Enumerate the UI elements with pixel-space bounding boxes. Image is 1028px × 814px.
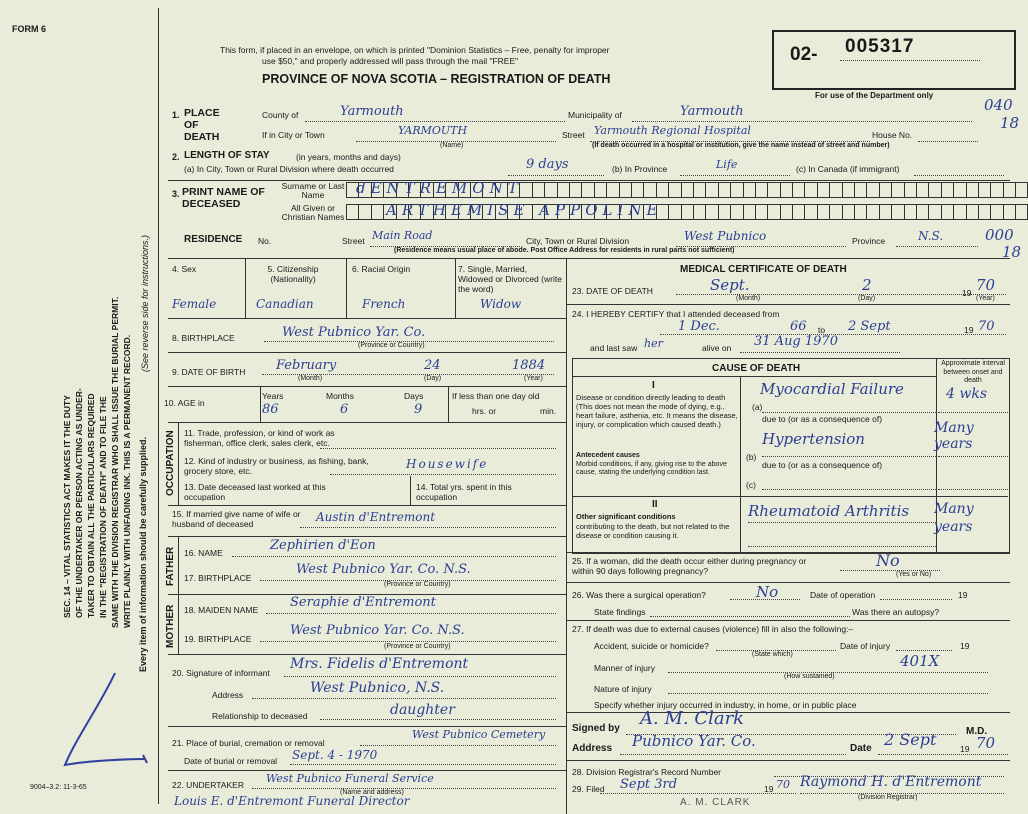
surname-value: dENTREMONT	[356, 179, 523, 197]
footer-code: 9004–3.2: 11-3-65	[30, 784, 87, 791]
last-saw-date: 31 Aug 1970	[754, 334, 838, 349]
letter-box	[892, 204, 904, 220]
stay-canada-label: (c) In Canada (if immigrant)	[796, 164, 900, 174]
letter-box	[694, 204, 706, 220]
death-day: 2	[862, 276, 872, 294]
burial-place-label: 21. Place of burial, cremation or removal	[172, 738, 325, 748]
operation-date-label: Date of operation	[810, 590, 876, 600]
residence-note: (Residence means usual place of abode. Post Office Address for residents in rural parts not sufficient)	[394, 247, 735, 254]
letter-box	[682, 204, 694, 220]
other-conditions-value: Rheumatoid Arthritis	[748, 502, 910, 520]
typed-physician-name: A. M. CLARK	[680, 797, 751, 808]
state-which-caption: (State which)	[752, 651, 793, 658]
letter-box	[719, 182, 731, 198]
death-year-caption: (Year)	[976, 295, 995, 302]
dob-year: 1884	[512, 358, 546, 373]
residence-city: West Pubnico	[684, 229, 767, 243]
mother-birthplace-label: 19. BIRTHPLACE	[184, 634, 252, 644]
city-label: If in City or Town	[262, 130, 325, 140]
racial-value: French	[362, 297, 406, 311]
trade-label: 11. Trade, profession, or kind of work as fisherman, office clerk, sales clerk, etc.	[184, 428, 335, 448]
mother-name-label: 18. MAIDEN NAME	[184, 605, 259, 615]
letter-box	[756, 204, 768, 220]
informant-signature: Mrs. Fidelis d'Entremont	[290, 656, 469, 672]
municipality-label: Municipality of	[568, 110, 622, 120]
registration-number: 005317	[845, 36, 915, 57]
name-num: 3.	[172, 189, 180, 199]
occupation-side-label: OCCUPATION	[165, 430, 176, 496]
md-label: M.D.	[966, 726, 988, 737]
age-days: 9	[414, 402, 423, 417]
letter-box	[892, 182, 904, 198]
attended-to: 2 Sept	[848, 319, 891, 334]
mail-notice-2: use $50," and properly addressed will pass through the mail "FREE"	[262, 56, 519, 66]
initial-mark	[45, 665, 155, 775]
dept-code-4: 18	[1002, 243, 1022, 261]
mother-birthplace: West Pubnico Yar. Co. N.S.	[290, 623, 465, 638]
letter-box	[719, 204, 731, 220]
cause-title: CAUSE OF DEATH	[712, 363, 801, 374]
surgery-value: No	[756, 583, 779, 601]
side-instruction-2: OF THE UNDERTAKER OR PERSON ACTING AS UNDER-	[74, 388, 84, 618]
citizenship-value: Canadian	[256, 297, 314, 311]
accident-label: Accident, suicide or homicide?	[594, 641, 709, 651]
registration-prefix: 02-	[790, 44, 818, 65]
letter-box	[855, 204, 867, 220]
attended-label: 24. I HEREBY CERTIFY that I attended deceased from	[572, 309, 780, 319]
spouse-label: 15. If married give name of wife or husband of deceased	[172, 509, 301, 529]
dob-month: February	[276, 358, 337, 373]
letter-box	[805, 182, 817, 198]
letter-box	[706, 204, 718, 220]
letter-box	[744, 204, 756, 220]
antecedent-label: Antecedent causes	[576, 452, 640, 459]
letter-box	[929, 182, 941, 198]
place-of-death-label: PLACE OF DEATH	[184, 107, 220, 143]
age-months-label: Months	[326, 391, 354, 401]
residence-city-label: City, Town or Rural Division	[526, 236, 630, 246]
street-value: Yarmouth Regional Hospital	[594, 124, 751, 137]
operation-year-prefix: 19	[958, 590, 968, 600]
sign-date: 2 Sept	[884, 730, 937, 749]
informant-label: 20. Signature of informant	[172, 668, 270, 678]
house-label: House No.	[872, 130, 913, 140]
letter-box	[843, 182, 855, 198]
letter-box	[372, 204, 384, 220]
dob-day-caption: (Day)	[424, 375, 442, 382]
print-name-label: PRINT NAME OF DECEASED	[182, 186, 265, 210]
father-name: Zephirien d'Eon	[270, 538, 376, 553]
form-number: FORM 6	[12, 24, 47, 34]
letter-box	[843, 204, 855, 220]
injury-date-label: Date of injury	[840, 641, 891, 651]
undertaker-line2: Louis E. d'Entremont Funeral Director	[174, 794, 410, 808]
residence-no-label: No.	[258, 236, 272, 246]
letter-box	[570, 182, 582, 198]
filed-label: 29. Filed	[572, 784, 605, 794]
stay-city-value: 9 days	[526, 157, 569, 172]
letter-box	[967, 204, 979, 220]
last-saw-label: and last saw	[590, 343, 638, 353]
letter-box	[731, 182, 743, 198]
letter-box	[607, 182, 619, 198]
letter-box	[682, 182, 694, 198]
last-saw-pronoun: her	[644, 337, 663, 350]
side-instruction-8: (See reverse side for instructions.)	[140, 234, 150, 372]
letter-box	[954, 182, 966, 198]
side-instruction-5: SAME WITH THE DIVISION REGISTRAR WHO SHALL ISSUE THE BURIAL PERMIT.	[110, 296, 120, 628]
side-instruction-1: SEC. 14 – VITAL STATISTICS ACT MAKES IT THE DUTY	[62, 395, 72, 618]
letter-box	[880, 204, 892, 220]
letter-box	[1004, 204, 1016, 220]
mother-name: Seraphie d'Entremont	[290, 595, 436, 610]
residence-label: RESIDENCE	[184, 234, 243, 245]
hospital-note: (If death occurred in a hospital or institution, give the name instead of street and number)	[592, 142, 890, 149]
street-label: Street	[562, 130, 585, 140]
letter-box	[793, 204, 805, 220]
racial-label: 6. Racial Origin	[352, 264, 411, 274]
age-days-label: Days	[404, 391, 424, 401]
letter-box	[855, 182, 867, 198]
antecedent-sub: Morbid conditions, if any, giving rise to the above cause, stating the underlying condition last.	[576, 461, 727, 476]
record-number-label: 28. Division Registrar's Record Number	[572, 767, 722, 777]
disease-label: Disease or condition directly leading to death (This does not mean the mode of dying, e.g., heart failure, asthenia, etc. It means the disease, injury, or complication which caused death.)	[576, 393, 738, 429]
letter-box	[880, 182, 892, 198]
letter-box	[967, 182, 979, 198]
filed-date: Sept 3rd	[620, 777, 678, 792]
letter-box	[582, 182, 594, 198]
informant-address-label: Address	[212, 690, 244, 700]
mother-birthplace-caption: (Province or Country)	[384, 643, 451, 650]
injury-year-prefix: 19	[960, 641, 970, 651]
attended-from-year: 66	[790, 319, 807, 334]
letter-box	[830, 204, 842, 220]
undertaker-caption: (Name and address)	[340, 789, 404, 796]
letter-box	[805, 204, 817, 220]
state-findings-label: State findings	[594, 607, 646, 617]
letter-box	[694, 182, 706, 198]
father-birthplace-caption: (Province or Country)	[384, 581, 451, 588]
municipality-value: Yarmouth	[680, 104, 744, 119]
father-side-label: FATHER	[165, 546, 176, 586]
letter-box	[657, 182, 669, 198]
interval-label: Approximate interval between onset and death	[941, 360, 1005, 384]
part-one: I	[652, 380, 655, 391]
due-to-b: due to (or as a consequence of)	[762, 460, 883, 470]
registrar-caption: (Division Registrar)	[858, 794, 918, 801]
letter-box	[793, 182, 805, 198]
undertaker-label: 22. UNDERTAKER	[172, 780, 244, 790]
burial-place: West Pubnico Cemetery	[412, 728, 546, 741]
manner-code: 401X	[900, 652, 940, 670]
letter-box	[1016, 204, 1028, 220]
letter-box	[929, 204, 941, 220]
form-title: PROVINCE OF NOVA SCOTIA – REGISTRATION OF DEATH	[262, 72, 611, 86]
dob-year-caption: (Year)	[524, 375, 543, 382]
letter-box	[917, 182, 929, 198]
letter-box	[632, 182, 644, 198]
given-name-value: ARTHEMISE APPOLINE	[386, 201, 663, 219]
side-instruction-6: WRITE PLAINLY WITH UNFADING INK. THIS IS A PERMANENT RECORD.	[122, 334, 132, 628]
letter-box	[781, 204, 793, 220]
letter-box	[954, 204, 966, 220]
sign-year: 70	[976, 734, 996, 752]
stay-province-value: Life	[716, 158, 738, 171]
letter-box	[1004, 182, 1016, 198]
letter-box	[818, 182, 830, 198]
father-birthplace-label: 17. BIRTHPLACE	[184, 573, 252, 583]
age-months: 6	[340, 402, 349, 417]
relationship-label: Relationship to deceased	[212, 711, 308, 721]
dept-code-3: 000	[985, 226, 1014, 244]
letter-box	[558, 182, 570, 198]
death-year: 70	[976, 276, 996, 294]
signed-by-label: Signed by	[572, 723, 620, 734]
sex-value: Female	[172, 297, 217, 311]
attended-from: 1 Dec.	[678, 319, 720, 334]
letter-box	[942, 182, 954, 198]
burial-date-label: Date of burial or removal	[184, 756, 278, 766]
side-instruction-4: IN THE "REGISTRATION OF DEATH" AND TO FILE THE	[98, 396, 108, 618]
letter-box	[979, 182, 991, 198]
side-instruction-7: Every item of information should be carefully supplied.	[138, 436, 148, 672]
dob-label: 9. DATE OF BIRTH	[172, 367, 246, 377]
letter-box	[595, 182, 607, 198]
letter-box	[545, 182, 557, 198]
other-conditions-sub: contributing to the death, but not related to the disease or condition causing it.	[576, 522, 730, 540]
dob-day: 24	[424, 358, 441, 373]
marital-value: Widow	[480, 297, 522, 311]
letter-box	[917, 204, 929, 220]
min-label: min.	[540, 406, 557, 416]
industry-value: Housewife	[406, 457, 489, 471]
dept-use-label: For use of the Department only	[815, 91, 934, 100]
part-two: II	[652, 499, 658, 510]
cause-b-marker: (b)	[746, 452, 757, 462]
marital-label: 7. Single, Married, Widowed or Divorced (write the word)	[458, 264, 562, 294]
county-label: County of	[262, 110, 299, 120]
letter-box	[818, 204, 830, 220]
letter-box	[346, 204, 359, 220]
length-of-stay-label: LENGTH OF STAY	[184, 150, 270, 161]
to-year-prefix: 19	[964, 325, 974, 335]
city-value: YARMOUTH	[398, 124, 468, 137]
stay-province-label: (b) In Province	[612, 164, 668, 174]
filed-year-prefix: 19	[764, 784, 774, 794]
specify-label: Specify whether injury occurred in industry, in home, or in public place	[594, 700, 857, 710]
letter-box	[359, 204, 371, 220]
stay-num: 2.	[172, 152, 180, 162]
other-conditions-label: Other significant conditions	[576, 512, 676, 521]
signed-by-value: A. M. Clark	[640, 708, 745, 729]
letter-box	[991, 204, 1003, 220]
length-of-stay-sub: (in years, months and days)	[296, 152, 401, 162]
residence-province: N.S.	[918, 229, 944, 243]
place-label-num: 1.	[172, 110, 180, 120]
letter-box	[731, 204, 743, 220]
industry-label: 12. Kind of industry or business, as fishing, bank, grocery store, etc.	[184, 456, 369, 476]
cause-a: Myocardial Failure	[760, 380, 904, 398]
informant-address: West Pubnico, N.S.	[310, 680, 445, 696]
birthplace-label: 8. BIRTHPLACE	[172, 333, 235, 343]
medical-title: MEDICAL CERTIFICATE OF DEATH	[680, 264, 847, 275]
letter-box	[706, 182, 718, 198]
undertaker-name: West Pubnico Funeral Service	[266, 772, 434, 785]
years-occupation-label: 14. Total yrs. spent in this occupation	[416, 482, 512, 502]
letter-box	[1016, 182, 1028, 198]
autopsy-label: Was there an autopsy?	[852, 607, 940, 617]
stay-city-label: (a) In City, Town or Rural Division where death occurred	[184, 164, 394, 174]
death-year-prefix: 19	[962, 288, 972, 298]
given-label: All Given or Christian Names	[281, 203, 345, 222]
death-date-label: 23. DATE OF DEATH	[572, 286, 653, 296]
yes-no-caption: (Yes or No)	[896, 571, 932, 578]
residence-province-label: Province	[852, 236, 886, 246]
interval-a: 4 wks	[946, 386, 988, 402]
letter-box	[644, 182, 656, 198]
relationship-value: daughter	[390, 702, 455, 718]
mother-side-label: MOTHER	[165, 604, 176, 648]
attended-to-year: 70	[978, 319, 995, 334]
physician-address: Pubnico Yar. Co.	[632, 732, 756, 750]
letter-box	[756, 182, 768, 198]
dob-month-caption: (Month)	[298, 375, 323, 382]
father-name-label: 16. NAME	[184, 548, 223, 558]
letter-box	[942, 204, 954, 220]
citizenship-label: 5. Citizenship (Nationality)	[267, 264, 319, 284]
dept-code-1: 040	[984, 96, 1013, 114]
physician-address-label: Address	[572, 743, 613, 754]
pregnancy-value: No	[876, 551, 900, 570]
manner-label: Manner of injury	[594, 663, 655, 673]
dept-code-2: 18	[1000, 114, 1020, 132]
how-sustained-caption: (How sustained)	[784, 673, 835, 680]
external-causes-label: 27. If death was due to external causes (violence) fill in also the following:–	[572, 624, 854, 634]
surgery-label: 26. Was there a surgical operation?	[572, 590, 706, 600]
city-name-caption: (Name)	[440, 142, 464, 149]
interval-b: Many years	[934, 420, 974, 452]
birthplace-value: West Pubnico Yar. Co.	[282, 325, 426, 340]
letter-box	[669, 182, 681, 198]
burial-date: Sept. 4 - 1970	[292, 748, 378, 762]
interval-other: Many years	[934, 501, 974, 535]
sex-label: 4. Sex	[172, 264, 197, 274]
birthplace-caption: (Province or Country)	[358, 342, 425, 349]
letter-box	[867, 182, 879, 198]
margin-rule	[158, 8, 159, 804]
letter-box	[991, 182, 1003, 198]
letter-box	[867, 204, 879, 220]
alive-on-label: alive on	[702, 343, 732, 353]
cause-a-marker: (a)	[752, 402, 763, 412]
cause-c-marker: (c)	[746, 480, 756, 490]
letter-box	[781, 182, 793, 198]
age-label: 10. AGE in	[164, 398, 205, 408]
surname-label: Surname or Last Name	[281, 181, 345, 200]
to-label: to	[818, 325, 826, 335]
residence-street: Main Road	[372, 229, 433, 242]
registrar-signature: Raymond H. d'Entremont	[800, 774, 982, 790]
residence-street-label: Street	[342, 236, 365, 246]
county-value: Yarmouth	[340, 104, 404, 119]
letter-box	[669, 204, 681, 220]
last-worked-label: 13. Date deceased last worked at this occupation	[184, 482, 326, 502]
letter-box	[905, 182, 917, 198]
age-years: 86	[262, 402, 279, 417]
cause-b: Hypertension	[762, 430, 865, 448]
due-to-a: due to (or as a consequence of)	[762, 414, 883, 424]
letter-box	[768, 182, 780, 198]
father-birthplace: West Pubnico Yar. Co. N.S.	[296, 562, 471, 577]
letter-box	[768, 204, 780, 220]
death-month-caption: (Month)	[736, 295, 761, 302]
letter-box	[905, 204, 917, 220]
age-years-label: Years	[262, 391, 284, 401]
side-instruction-3: TAKER TO OBTAIN ALL THE PARTICULARS REQUIRED	[86, 393, 96, 618]
less-day-label: If less than one day old	[452, 391, 540, 401]
spouse-value: Austin d'Entremont	[316, 510, 436, 524]
nature-label: Nature of injury	[594, 684, 652, 694]
letter-box	[830, 182, 842, 198]
letter-box	[533, 182, 545, 198]
death-day-caption: (Day)	[858, 295, 876, 302]
sign-year-prefix: 19	[960, 744, 970, 754]
sign-date-label: Date	[850, 743, 872, 754]
mail-notice-1: This form, if placed in an envelope, on which is printed "Dominion Statistics – Free, penalty for improper	[220, 45, 610, 55]
pregnancy-label: 25. If a woman, did the death occur either during pregnancy or within 90 days following pregnancy?	[572, 556, 807, 576]
death-month: Sept.	[710, 276, 750, 294]
letter-box	[979, 204, 991, 220]
hrs-label: hrs. or	[472, 406, 497, 416]
letter-box	[620, 182, 632, 198]
filed-year: 70	[776, 778, 790, 791]
letter-box	[744, 182, 756, 198]
